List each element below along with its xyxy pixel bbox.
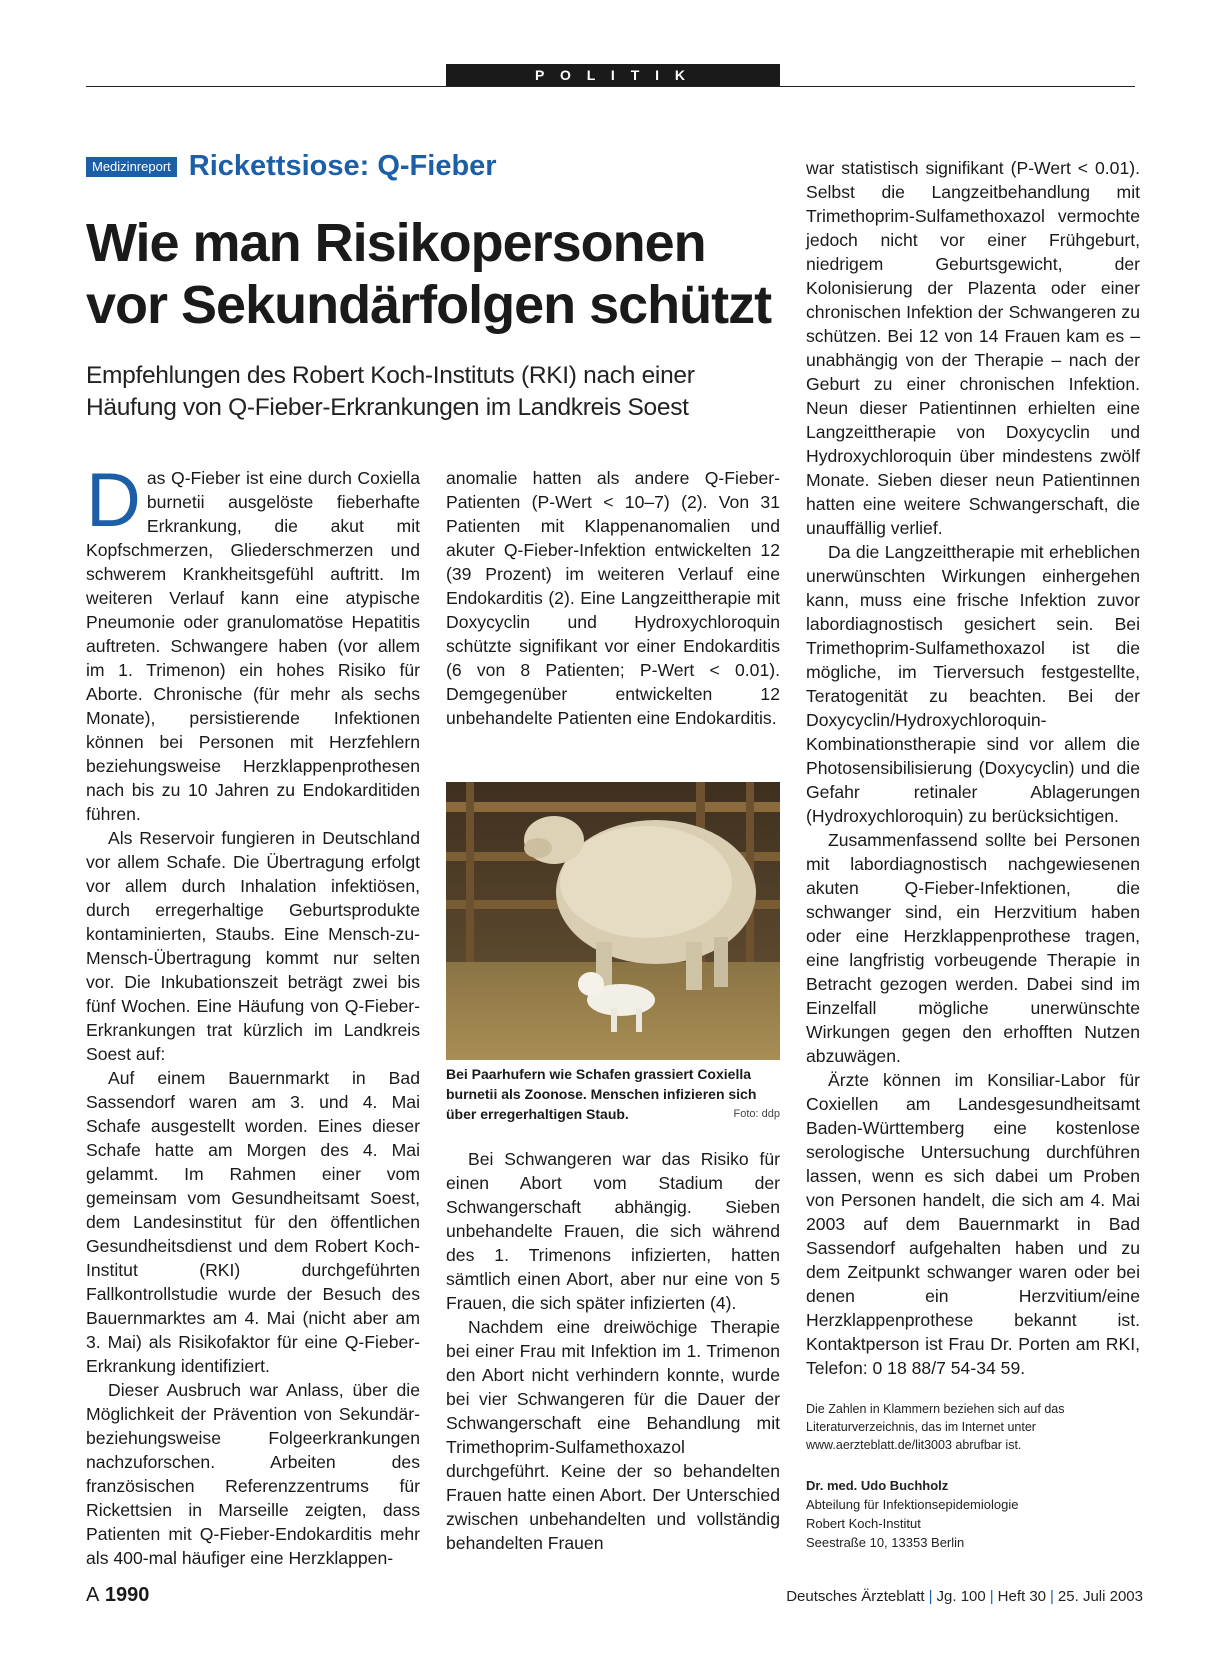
kicker: [86, 150, 497, 183]
author-department: Abteilung für Infektionsepidemiologie: [806, 1497, 1019, 1512]
author-address: Seestraße 10, 13353 Berlin: [806, 1535, 965, 1550]
headline: [86, 212, 786, 336]
column-1: [86, 458, 420, 1570]
subheadline: Empfehlungen des Robert Koch-Instituts (RKI) nach einer Häufung von Q-Fieber-Erkrankungen im Landkreis Soest: [86, 362, 695, 421]
paragraph: Bei Schwangeren war das Risiko für einen Abort vom Stadium der Schwangerschaft abhängig. Sieben unbehandelte Frauen, die sich während des 1. Trimenons infizierten, hatten sämtlich einen Abort, aber nur eine von 5 Frauen, die sich später infizierten (4).: [446, 1149, 780, 1313]
journal-issue: Heft 30: [997, 1588, 1047, 1605]
page-number-value: 1990: [104, 1584, 150, 1606]
paragraph: Da die Langzeittherapie mit erheblichen unerwünschten Wirkungen einhergehen kann, muss eine frische Infektion zuvor labordiagnostisch gesichert sein. Bei Trimethoprim-Sulfamethoxazol ist die mögliche, im Tierversuch festgestellte, Teratogenität zu beachten. Bei der Doxycyclin/Hydroxychloroquin-Kombinationstherapie sind vor allem die Photosensibilisierung (Doxycyclin) und die Gefahr retinaler Ablagerungen (Hydroxychloroquin) zu berücksichtigen.: [806, 542, 1140, 826]
caption-text: Bei Paarhufern wie Schafen grassiert Coxiella burnetii als Zoonose. Menschen infizieren sich über erregerhaltigen Staub.: [446, 1066, 757, 1122]
sheep-image-illustration: [446, 782, 780, 1060]
author-name: Dr. med. Udo Buchholz: [806, 1478, 949, 1493]
drop-cap: D: [86, 458, 141, 543]
author-institution: Robert Koch-Institut: [806, 1516, 921, 1531]
page-prefix: A: [86, 1584, 100, 1606]
photo-caption: [446, 1064, 780, 1124]
column-3: [806, 156, 1140, 1380]
author-block: [806, 1476, 1140, 1552]
column-2-bottom: [446, 1147, 780, 1555]
top-rule: [86, 86, 1135, 87]
references-note: Die Zahlen in Klammern beziehen sich auf das Literaturverzeichnis, das im Internet unter www.aerzteblatt.de/lit3003 abrufbar ist.: [806, 1402, 1065, 1452]
section-label: P O L I T I K: [446, 64, 780, 86]
photo-credit: Foto: ddp: [733, 1108, 780, 1120]
headline-line-2: vor Sekundärfolgen schützt: [86, 275, 772, 335]
journal-name: Deutsches Ärzteblatt: [786, 1588, 925, 1605]
kicker-title: Rickettsiose: Q-Fieber: [188, 150, 497, 182]
headline-line-1: Wie man Risikopersonen: [86, 213, 706, 273]
paragraph: [86, 458, 420, 826]
journal-date: 25. Juli 2003: [1057, 1588, 1143, 1605]
paragraph: Nachdem eine dreiwöchige Therapie bei einer Frau mit Infektion im 1. Trimenon den Abort nicht verhindern konnte, wurde bei vier Schwangeren für die Dauer der Schwangerschaft eine Behandlung mit Trimethoprim-Sulfamethoxazol durchgeführt. Keine der so behandelten Frauen hatte einen Abort. Der Unterschied zwischen unbehandelten und vollständig behandelten Frauen: [446, 1317, 780, 1553]
paragraph: Dieser Ausbruch war Anlass, über die Möglichkeit der Prävention von Sekundär- beziehungsweise Folgeerkrankungen nachzuforschen. Arbeiten des französischen Referenzzentrums für Rickettsien in Marseille zeigten, dass Patienten mit Q-Fieber-Endokarditis mehr als 400-mal häufiger eine Herzklappen-: [86, 1380, 420, 1568]
paragraph: Ärzte können im Konsiliar-Labor für Coxiellen am Landesgesundheitsamt Baden-Württemberg eine kostenlose serologische Untersuchung durchführen lassen, wenn es sich dabei um Proben von Personen handelt, die sich am 4. Mai 2003 auf dem Bauernmarkt in Bad Sassendorf aufgehalten haben und zu dem Zeitpunkt schwanger waren oder bei denen ein Herzvitium/eine Herzklappenprothese bekannt ist. Kontaktperson ist Frau Dr. Porten am RKI, Telefon: 0 18 88/7 54-34 59.: [806, 1070, 1140, 1378]
paragraph: anomalie hatten als andere Q-Fieber-Patienten (P-Wert < 10–7) (2). Von 31 Patienten mit Klappenanomalien und akuter Q-Fieber-Infektion entwickelten 12 (39 Prozent) im weiteren Verlauf eine Endokarditis (2). Eine Langzeittherapie mit Doxycyclin und Hydroxychloroquin schützte signifikant vor einer Endokarditis (6 von 8 Patienten; P-Wert < 0.01). Demgegenüber entwickelten 12 unbehandelte Patienten eine Endokarditis.: [446, 468, 780, 728]
paragraph: war statistisch signifikant (P-Wert < 0.01). Selbst die Langzeitbehandlung mit Trimethoprim-Sulfamethoxazol vermochte jedoch nicht vor einer Frühgeburt, niedrigem Geburtsgewicht, der Kolonisierung der Plazenta oder einer chronischen Infektion der Schwangeren zu schützen. Bei 12 von 14 Frauen kam es – unabhängig von der Therapie – nach der Geburt zu einer chronischen Infektion. Neun dieser Patientinnen erhielten eine Langzeittherapie von Doxycyclin und Hydroxychloroquin über mindestens zwölf Monate. Sieben dieser neun Patientinnen hatten eine weitere Schwangerschaft, die unauffällig verlief.: [806, 158, 1140, 538]
paragraph-text: as Q-Fieber ist eine durch Coxiella burnetii ausgelöste fieberhafte Erkrankung, die akut mit Kopfschmerzen, Gliederschmerzen und schwerem Krankheitsgefühl auftritt. Im weiteren Verlauf kann eine atypische Pneumonie oder granulomatöse Hepatitis auftreten. Schwangere haben (vor allem im 1. Trimenon) ein hohes Risiko für Aborte. Chronische (für mehr als sechs Monate), persistierende Infektionen können bei Personen mit Herzfehlern beziehungsweise Herzklappenprothesen nach bis zu 10 Jahren zu Endokarditiden führen.: [86, 468, 420, 824]
paragraph: Als Reservoir fungieren in Deutschland vor allem Schafe. Die Übertragung erfolgt vor allem durch Inhalation infektiösen, durch erregerhaltige Geburtsprodukte kontaminierten, Staubs. Eine Mensch-zu-Mensch-Übertragung kommt nur selten vor. Die Inkubationszeit beträgt zwei bis fünf Wochen. Eine Häufung von Q-Fieber-Erkrankungen trat kürzlich im Landkreis Soest auf:: [86, 828, 420, 1064]
sheep-photo: [446, 782, 780, 1060]
journal-info: Deutsches Ärzteblatt | Jg. 100 | Heft 30 | 25. Juli 2003: [786, 1588, 1143, 1605]
category-badge: Medizinreport: [86, 157, 177, 177]
paragraph: Auf einem Bauernmarkt in Bad Sassendorf waren am 3. und 4. Mai Schafe ausgestellt worden. Eines dieser Schafe hatte am Morgen des 4. Mai gelammt. Im Rahmen einer vom gemeinsam vom Gesundheitsamt Soest, dem Landesinstitut für den öffentlichen Gesundheitsdienst und dem Robert Koch-Institut (RKI) durchgeführten Fallkontrollstudie wurde der Besuch des Bauernmarktes am 4. Mai (nicht aber am 3. Mai) als Risikofaktor für eine Q-Fieber-Erkrankung identifiziert.: [86, 1068, 420, 1376]
paragraph: Zusammenfassend sollte bei Personen mit labordiagnostisch nachgewiesenen akuten Q-Fieber-Infektionen, die schwanger sind, ein Herzvitium haben oder eine Herzklappenprothese tragen, eine langfristig vorbeugende Therapie in Betracht gezogen werden. Dabei sind im Einzelfall mögliche unerwünschte Wirkungen gegen den erhofften Nutzen abzuwägen.: [806, 830, 1140, 1066]
column-2-top: [446, 466, 780, 730]
page-number: [86, 1584, 149, 1607]
journal-volume: Jg. 100: [936, 1588, 986, 1605]
